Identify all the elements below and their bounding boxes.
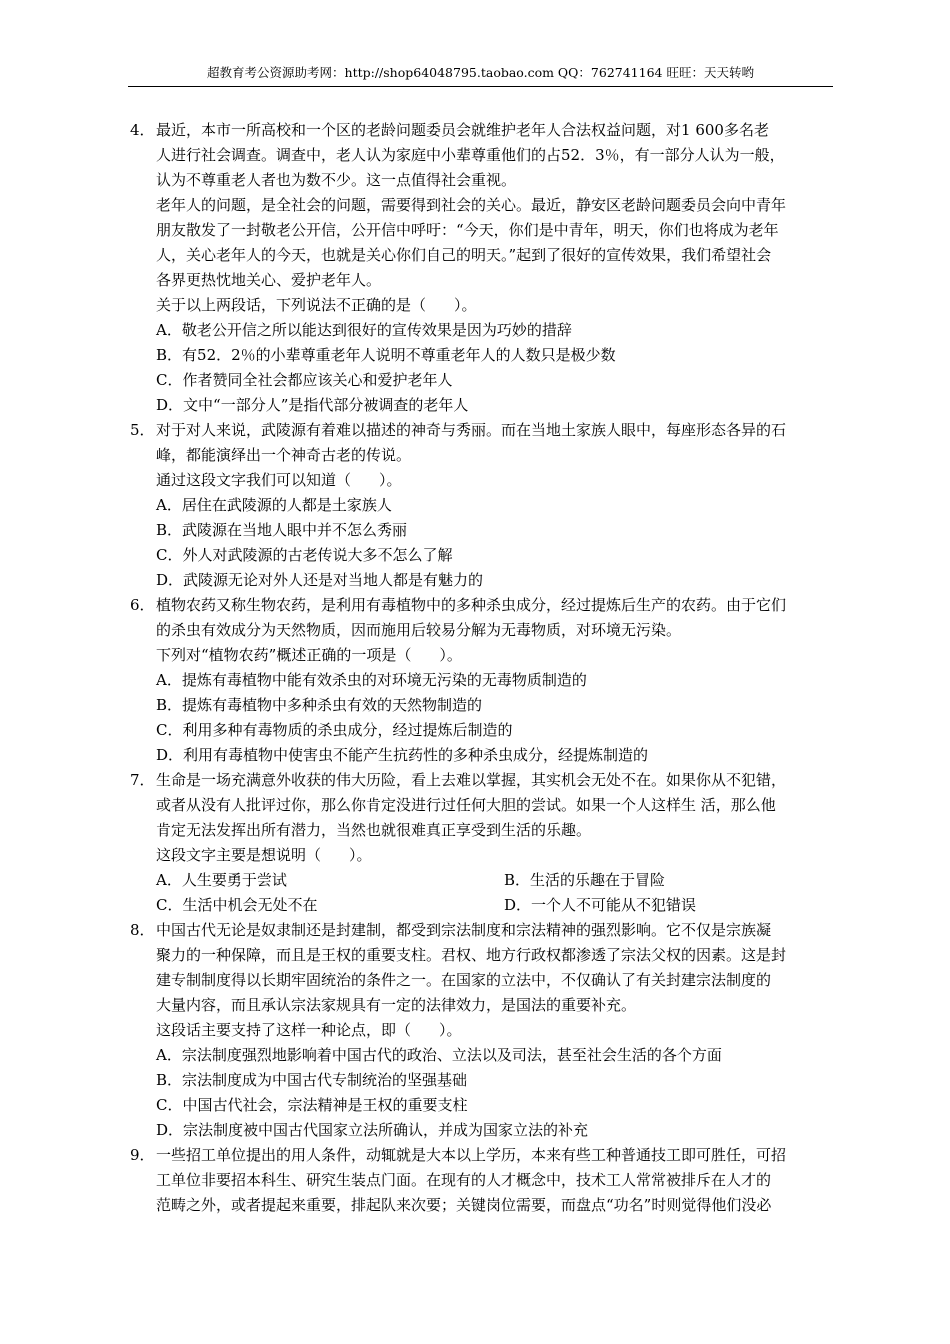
- passage-line: 建专制制度得以长期牢固统治的条件之一。在国家的立法中，不仅确认了有关封建宗法制度的: [156, 971, 772, 989]
- option-c: C．中国古代社会，宗法精神是王权的重要支柱: [156, 1096, 468, 1114]
- option-d: D．文中“一部分人”是指代部分被调查的老年人: [156, 396, 469, 414]
- question-stem: 下列对“植物农药”概述正确的一项是（ ）。: [156, 646, 462, 664]
- option-c: C．生活中机会无处不在: [156, 896, 318, 914]
- question-stem: 这段话主要支持了这样一种论点，即（ ）。: [156, 1021, 462, 1039]
- passage-line: 朋友散发了一封敬老公开信，公开信中呼吁：“今天，你们是中青年，明天，你们也将成为老年: [156, 221, 779, 239]
- option-a: A．人生要勇于尝试: [156, 871, 287, 889]
- passage-line: 各界更热忱地关心、爱护老年人。: [156, 271, 382, 289]
- passage-line: 范畴之外，或者提起来重要，排起队来次要；关键岗位需要，而盘点“功名”时则觉得他们没必: [156, 1196, 772, 1214]
- question-number: 8．: [130, 921, 155, 939]
- option-b: B．有52．2％的小辈尊重老年人说明不尊重老年人的人数只是极少数: [156, 346, 616, 364]
- passage-line: 一些招工单位提出的用人条件，动辄就是大本以上学历，本来有些工种普通技工即可胜任，可招: [156, 1146, 787, 1164]
- question-stem: 关于以上两段话，下列说法不正确的是（ ）。: [156, 296, 477, 314]
- option-b: B．提炼有毒植物中多种杀虫有效的天然物制造的: [156, 696, 483, 714]
- document-body: [130, 118, 835, 1218]
- option-a: A．居住在武陵源的人都是土家族人: [156, 496, 392, 514]
- question-9: [130, 1143, 835, 1218]
- question-6: [130, 593, 835, 768]
- passage-line: 工单位非要招本科生、研究生装点门面。在现有的人才概念中，技术工人常常被排斥在人才的: [156, 1171, 772, 1189]
- question-stem: 通过这段文字我们可以知道（ ）。: [156, 471, 402, 489]
- option-row: [130, 868, 835, 893]
- question-8: [130, 918, 835, 1143]
- passage-line: 峰，都能演绎出一个神奇古老的传说。: [156, 446, 412, 464]
- question-stem: 这段文字主要是想说明（ ）。: [156, 846, 372, 864]
- option-c: C．外人对武陵源的古老传说大多不怎么了解: [156, 546, 453, 564]
- option-row: [130, 893, 835, 918]
- question-4: [130, 118, 835, 418]
- passage-line: 植物农药又称生物农药，是利用有毒植物中的多种杀虫成分，经过提炼后生产的农药。由于它们: [156, 596, 787, 614]
- question-number: 5．: [130, 421, 155, 439]
- page-header: 超教育考公资源助考网：http://shop64048795.taobao.com QQ：762741164 旺旺：天天转哟: [128, 62, 833, 87]
- option-a: A．提炼有毒植物中能有效杀虫的对环境无污染的无毒物质制造的: [156, 671, 587, 689]
- passage-line: 认为不尊重老人者也为数不少。这一点值得社会重视。: [156, 171, 517, 189]
- passage-line: 生命是一场充满意外收获的伟大历险，看上去难以掌握，其实机会无处不在。如果你从不犯错，: [156, 771, 787, 789]
- option-d: D．利用有毒植物中使害虫不能产生抗药性的多种杀虫成分，经提炼制造的: [156, 746, 649, 764]
- option-b: B．武陵源在当地人眼中并不怎么秀丽: [156, 521, 408, 539]
- option-a: A．敬老公开信之所以能达到很好的宣传效果是因为巧妙的措辞: [156, 321, 572, 339]
- question-number: 6．: [130, 596, 155, 614]
- passage-line: 的杀虫有效成分为天然物质，因而施用后较易分解为无毒物质，对环境无污染。: [156, 621, 682, 639]
- passage-line: 或者从没有人批评过你，那么你肯定没进行过任何大胆的尝试。如果一个人这样生 活，那么他: [156, 796, 776, 814]
- passage-line: 中国古代无论是奴隶制还是封建制，都受到宗法制度和宗法精神的强烈影响。它不仅是宗族凝: [156, 921, 772, 939]
- question-number: 9．: [130, 1146, 155, 1164]
- option-d: D．一个人不可能从不犯错误: [504, 896, 697, 914]
- option-b: B．宗法制度成为中国古代专制统治的坚强基础: [156, 1071, 468, 1089]
- option-b: B．生活的乐趣在于冒险: [504, 871, 666, 889]
- passage-line: 人进行社会调查。调查中，老人认为家庭中小辈尊重他们的占52．3％，有一部分人认为一般，: [156, 146, 785, 164]
- option-c: C．利用多种有毒物质的杀虫成分，经过提炼后制造的: [156, 721, 513, 739]
- passage-line: 聚力的一种保障，而且是王权的重要支柱。君权、地方行政权都渗透了宗法父权的因素。这是封: [156, 946, 787, 964]
- passage-line: 肯定无法发挥出所有潜力，当然也就很难真正享受到生活的乐趣。: [156, 821, 592, 839]
- question-7: [130, 768, 835, 918]
- passage-line: 人，关心老年人的今天，也就是关心你们自己的明天。”起到了很好的宣传效果，我们希望社会: [156, 246, 772, 264]
- question-number: 7．: [130, 771, 155, 789]
- option-a: A．宗法制度强烈地影响着中国古代的政治、立法以及司法，甚至社会生活的各个方面: [156, 1046, 722, 1064]
- passage-line: 对于对人来说，武陵源有着难以描述的神奇与秀丽。而在当地土家族人眼中，每座形态各异的石: [156, 421, 787, 439]
- passage-line: 老年人的问题，是全社会的问题，需要得到社会的关心。最近，静安区老龄问题委员会向中青年: [156, 196, 787, 214]
- passage-line: 最近，本市一所高校和一个区的老龄问题委员会就维护老年人合法权益问题，对1 600多名老: [156, 121, 769, 139]
- question-5: [130, 418, 835, 593]
- option-d: D．武陵源无论对外人还是对当地人都是有魅力的: [156, 571, 484, 589]
- passage-line: 大量内容，而且承认宗法家规具有一定的法律效力，是国法的重要补充。: [156, 996, 637, 1014]
- option-d: D．宗法制度被中国古代国家立法所确认，并成为国家立法的补充: [156, 1121, 589, 1139]
- question-number: 4．: [130, 121, 155, 139]
- option-c: C．作者赞同全社会都应该关心和爱护老年人: [156, 371, 453, 389]
